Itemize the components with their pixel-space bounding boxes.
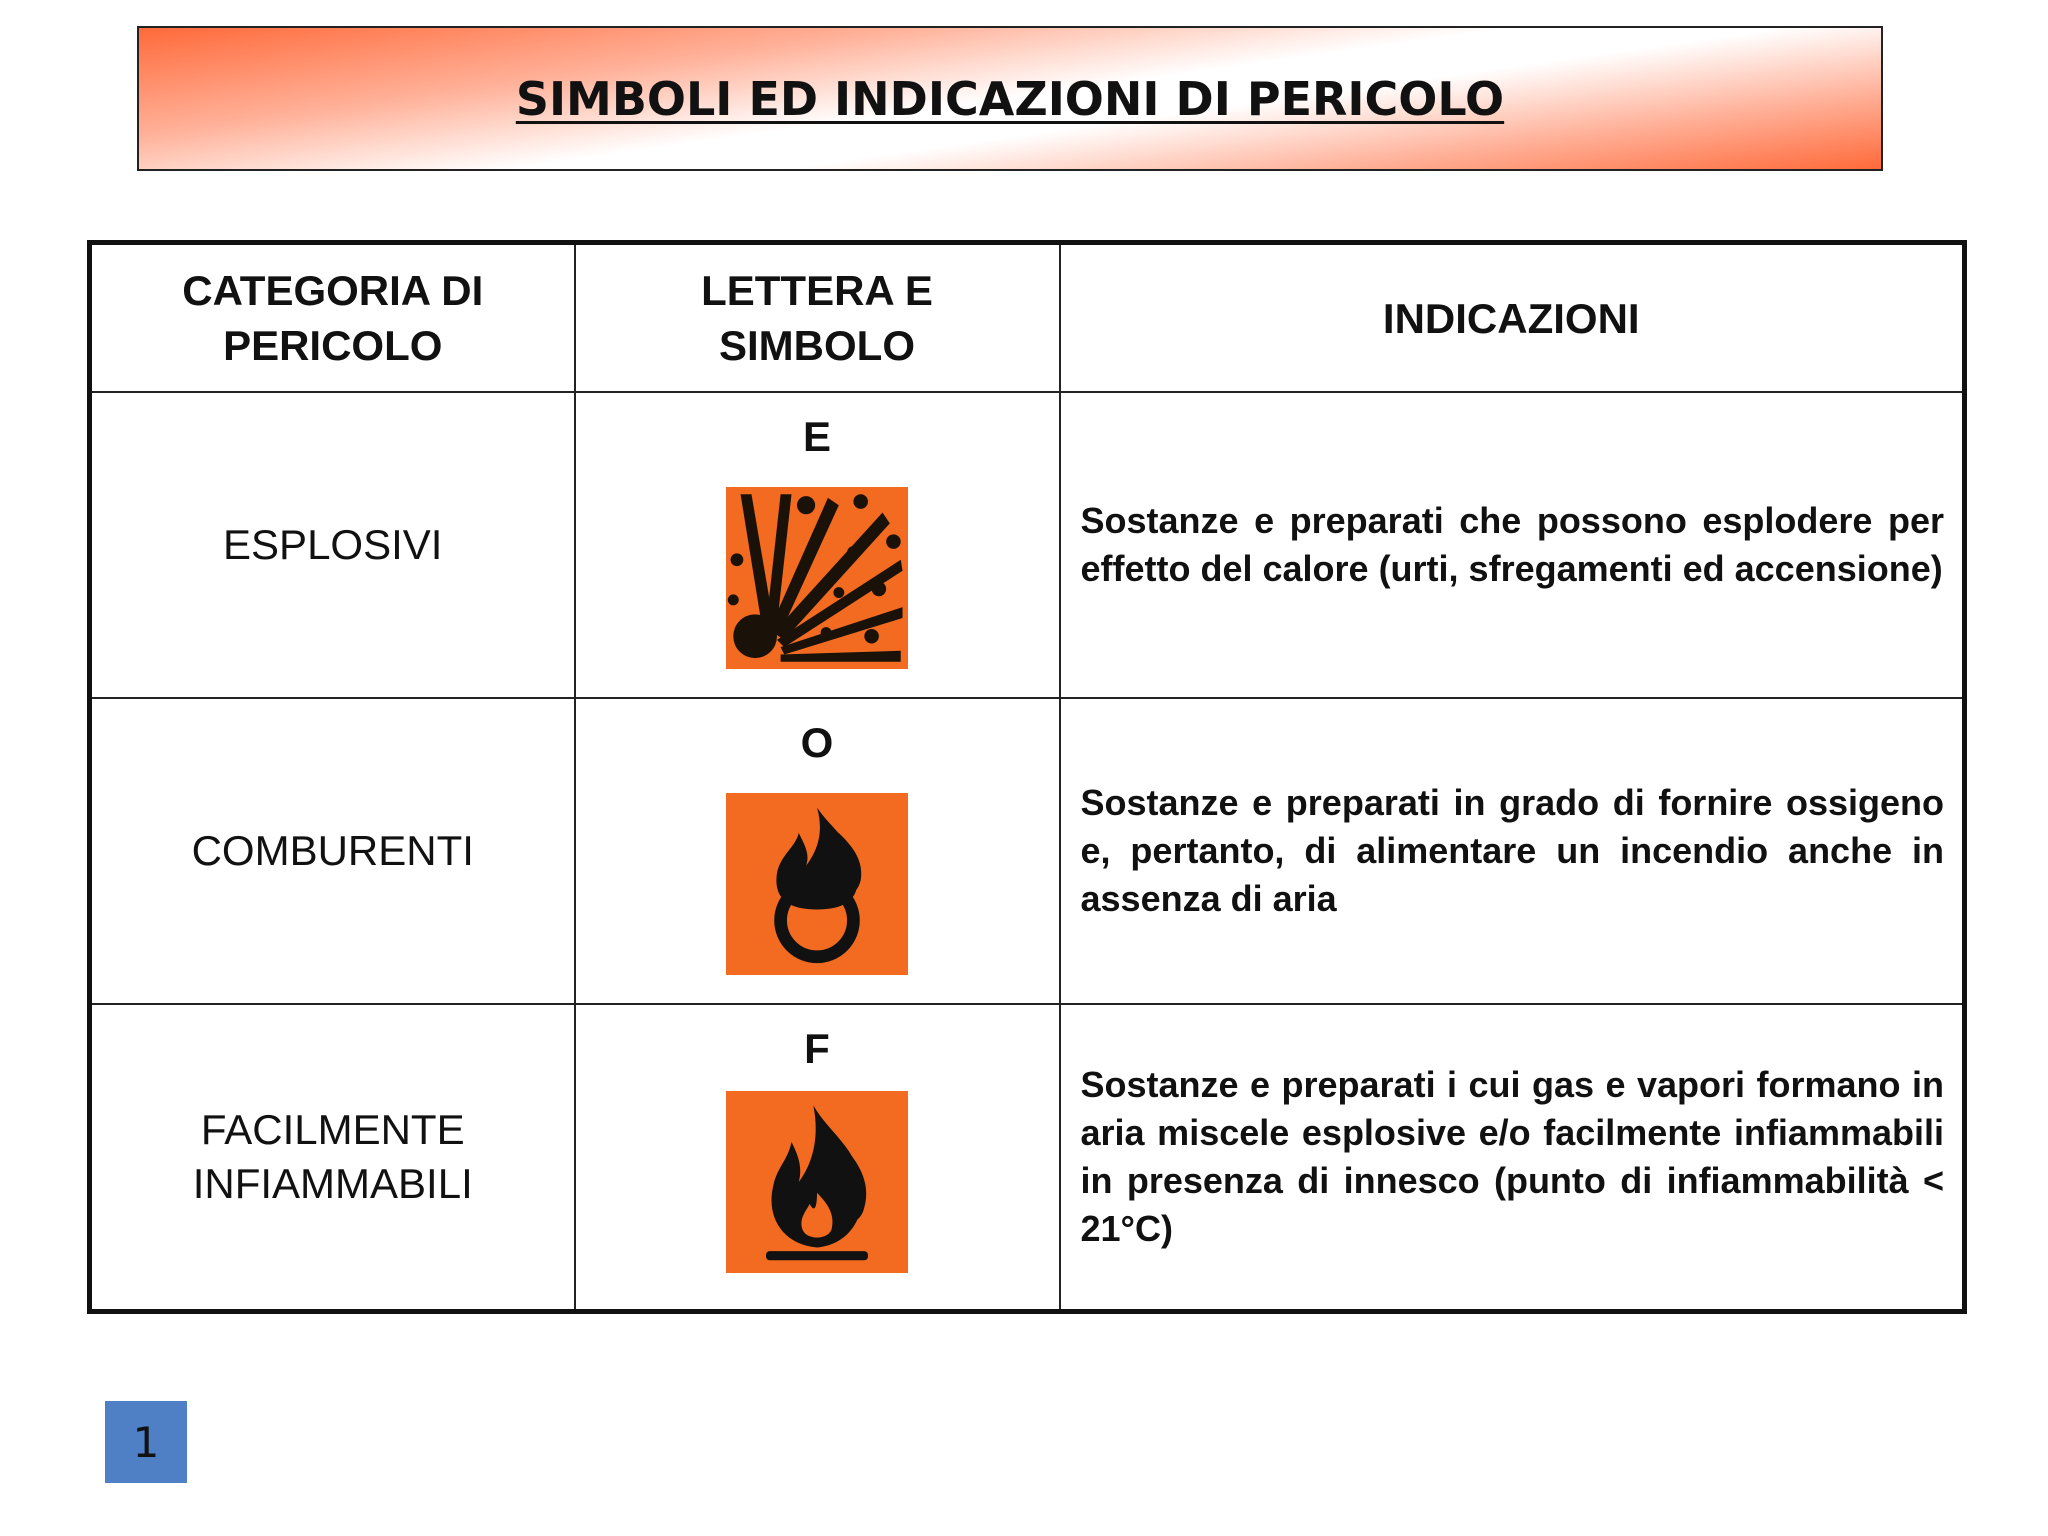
indication-cell: Sostanze e preparati i cui gas e vapori formano in aria miscele esplosive e/o facilmente infiammabili in presenza di innesco (punto di infiammabilità < 21°C) xyxy=(1060,1004,1965,1312)
hazard-table xyxy=(87,240,1967,1314)
header-category: CATEGORIA DI PERICOLO xyxy=(90,243,575,393)
page-title: SIMBOLI ED INDICAZIONI DI PERICOLO xyxy=(515,71,1505,126)
symbol-cell xyxy=(575,698,1060,1004)
category-cell: FACILMENTE INFIAMMABILI xyxy=(90,1004,575,1312)
hazard-letter: O xyxy=(800,719,834,766)
hazard-letter: E xyxy=(802,413,831,460)
explosive-icon xyxy=(726,487,908,669)
table-header-row xyxy=(90,243,1965,393)
table-row xyxy=(90,698,1965,1004)
page-number-badge xyxy=(105,1401,187,1483)
flammable-icon xyxy=(726,1091,908,1273)
indication-cell: Sostanze e preparati in grado di fornire ossigeno e, pertanto, di alimentare un incendio anche in assenza di aria xyxy=(1060,698,1965,1004)
title-banner xyxy=(137,26,1883,171)
header-symbol: LETTERA E SIMBOLO xyxy=(575,243,1060,393)
oxidizing-icon xyxy=(726,793,908,975)
hazard-letter: F xyxy=(804,1025,830,1072)
table-row xyxy=(90,1004,1965,1312)
category-cell: ESPLOSIVI xyxy=(90,392,575,698)
symbol-cell xyxy=(575,392,1060,698)
table-row xyxy=(90,392,1965,698)
symbol-cell xyxy=(575,1004,1060,1312)
header-indications: INDICAZIONI xyxy=(1060,243,1965,393)
page-number: 1 xyxy=(132,1417,160,1467)
category-cell: COMBURENTI xyxy=(90,698,575,1004)
indication-cell: Sostanze e preparati che possono esplodere per effetto del calore (urti, sfregamenti ed accensione) xyxy=(1060,392,1965,698)
